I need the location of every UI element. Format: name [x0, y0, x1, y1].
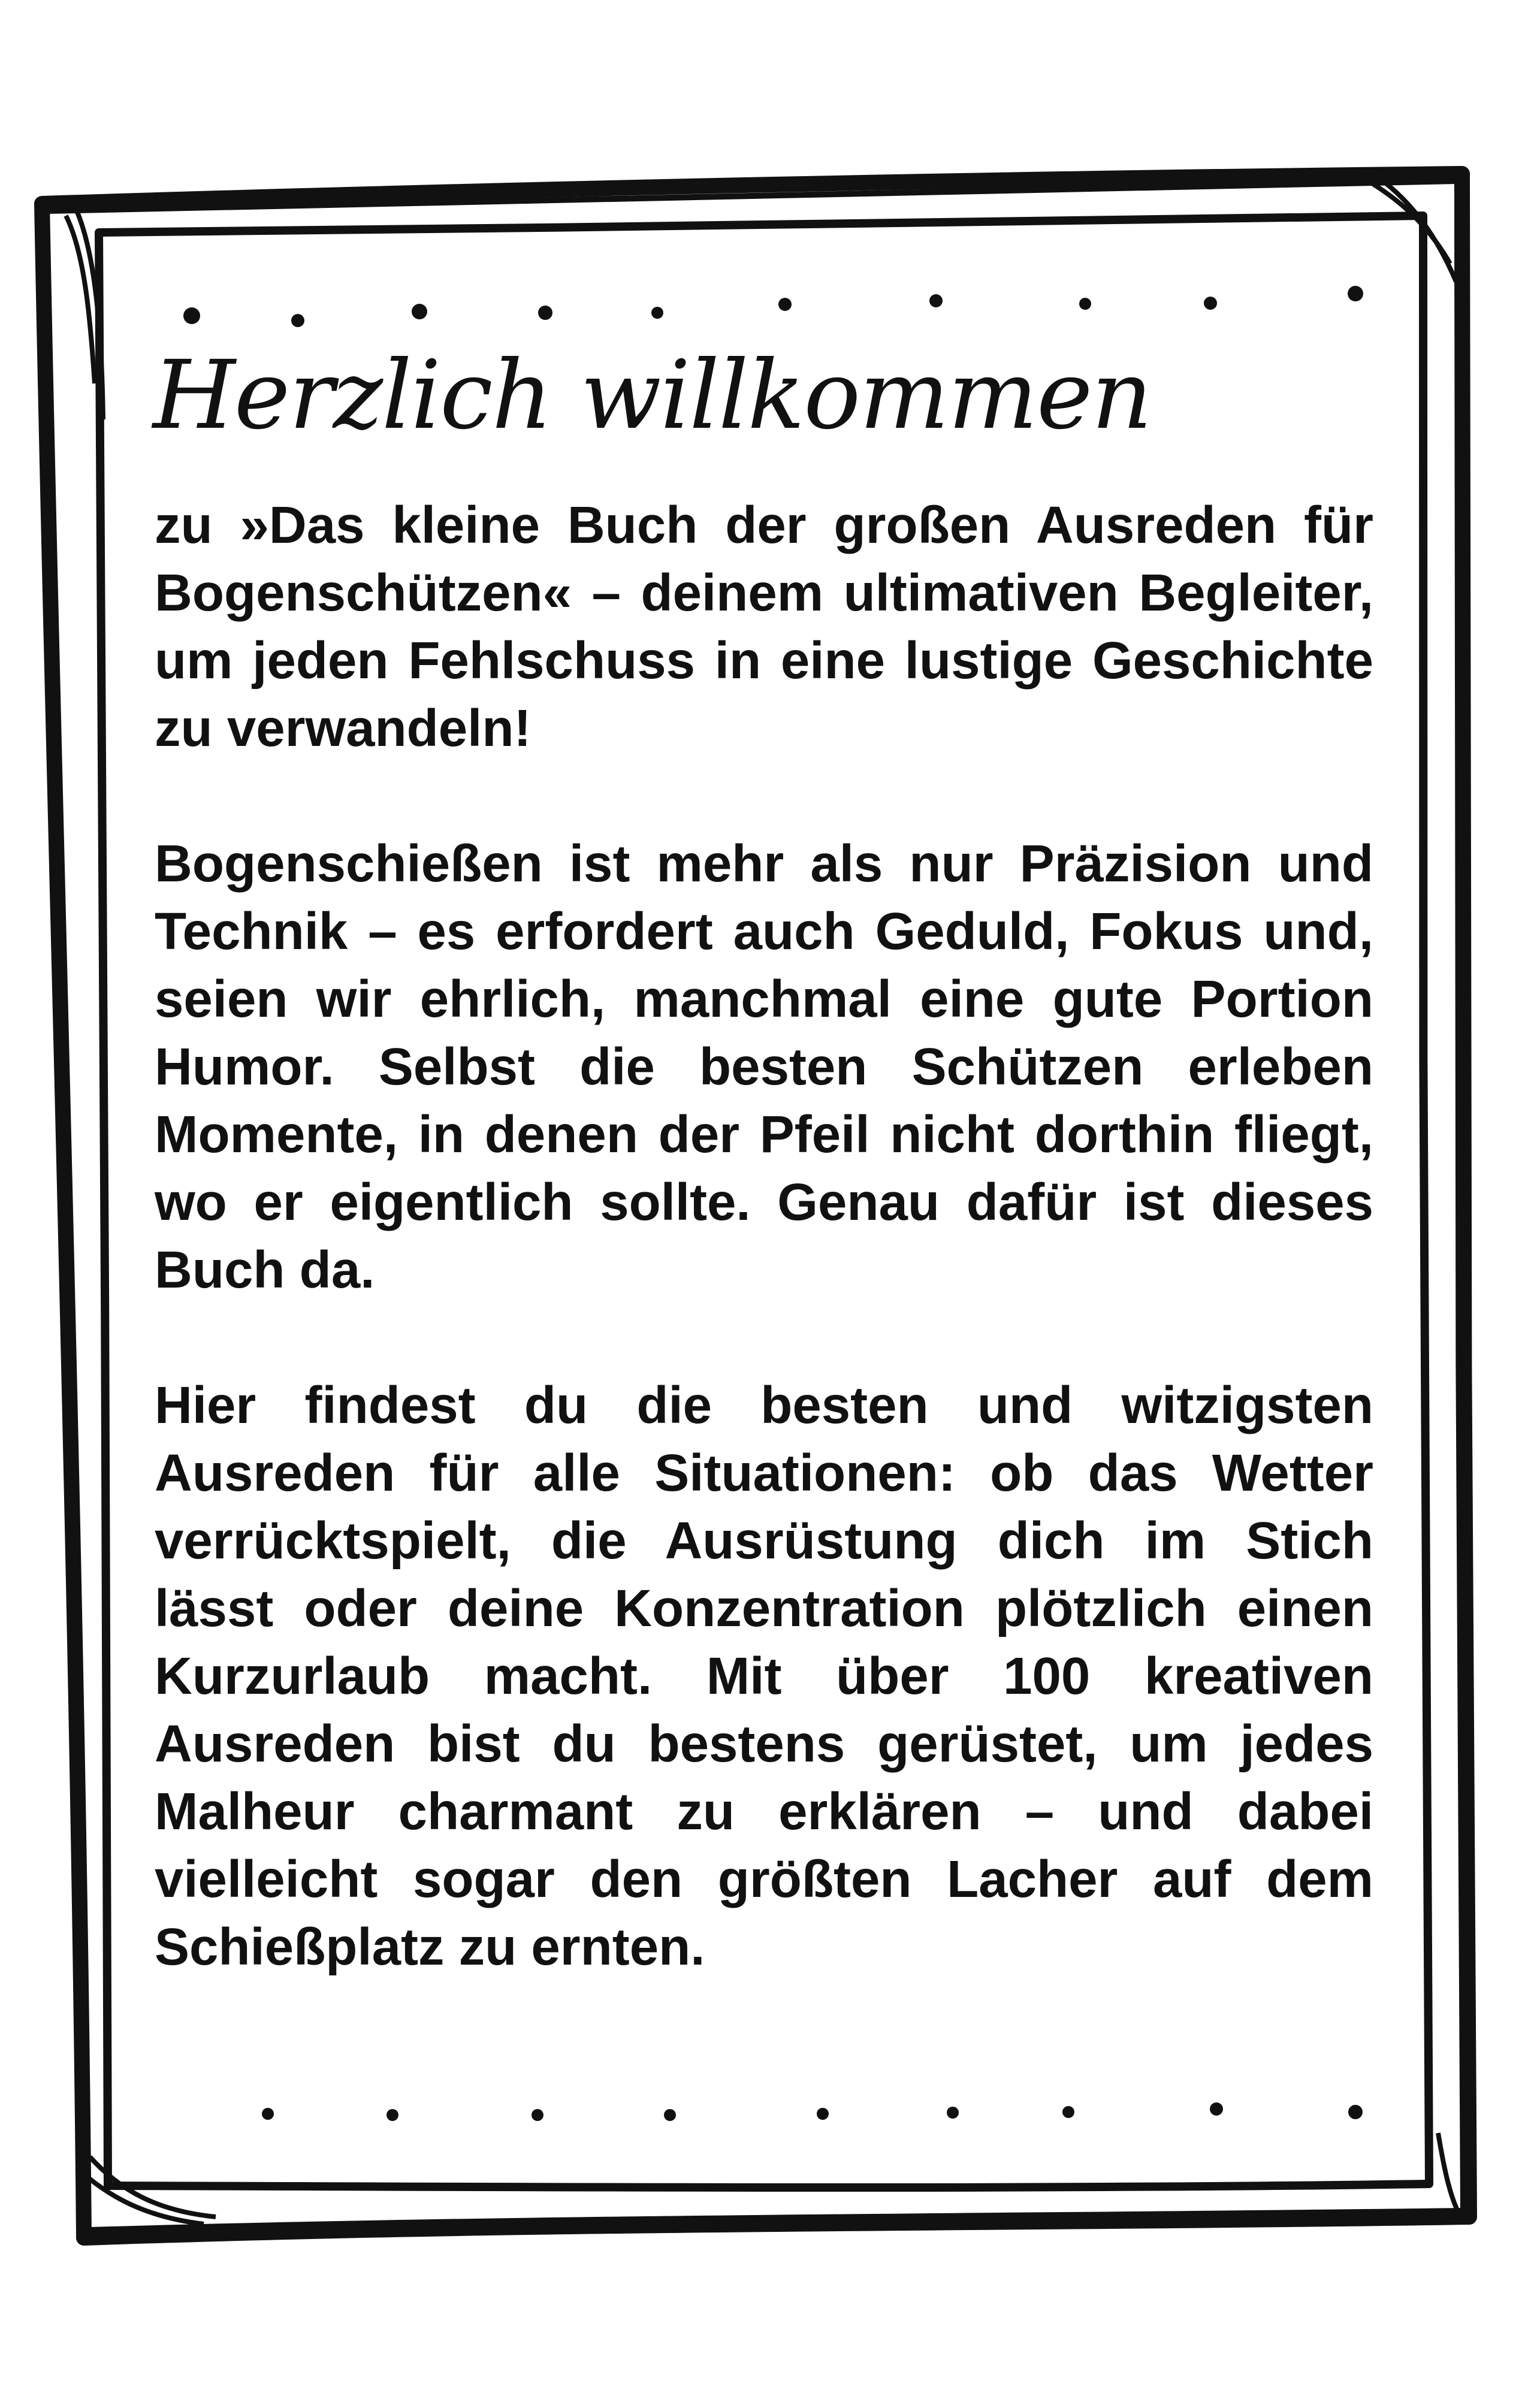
frame-scribble-top-right	[1366, 177, 1456, 282]
excuses-overview-paragraph: Hier findest du die besten und witzigsten Ausreden für alle Situationen: ob das Wetter verrücktspielt, die Ausrüstung dich im Stich lässt oder deine Konzentration plötzlich einen Kurzurlaub macht. Mit über 100 kreativen Ausreden bist du bestens gerüstet, um jedes Malheur charmant zu erklären – und dabei vielleicht sogar den größten Lacher auf dem Schießplatz zu ernten.	[155, 1376, 1373, 1976]
frame-scribble-bottom-right	[1438, 2133, 1462, 2220]
frame-scribble-bottom-left	[78, 2157, 216, 2224]
dots-bottom-row	[262, 2102, 1363, 2121]
page-title: Herzlich willkommen	[153, 340, 1152, 451]
body-text	[155, 491, 1373, 1981]
archery-humor-paragraph: Bogenschießen ist mehr als nur Präzision und Technik – es erfordert auch Geduld, Fokus und, seien wir ehrlich, manchmal eine gute Portion Humor. Selbst die besten Schützen erleben Momente, in denen der Pfeil nicht dorthin fliegt, wo er eigentlich sollte. Genau dafür ist dieses Buch da.	[155, 835, 1373, 1299]
intro-paragraph: zu »Das kleine Buch der großen Ausreden für Bogenschützen« – deinem ultimativen Begleiter, um jeden Fehlschuss in eine lustige Geschichte zu verwandeln!	[155, 496, 1373, 757]
dots-top-row	[183, 286, 1363, 327]
